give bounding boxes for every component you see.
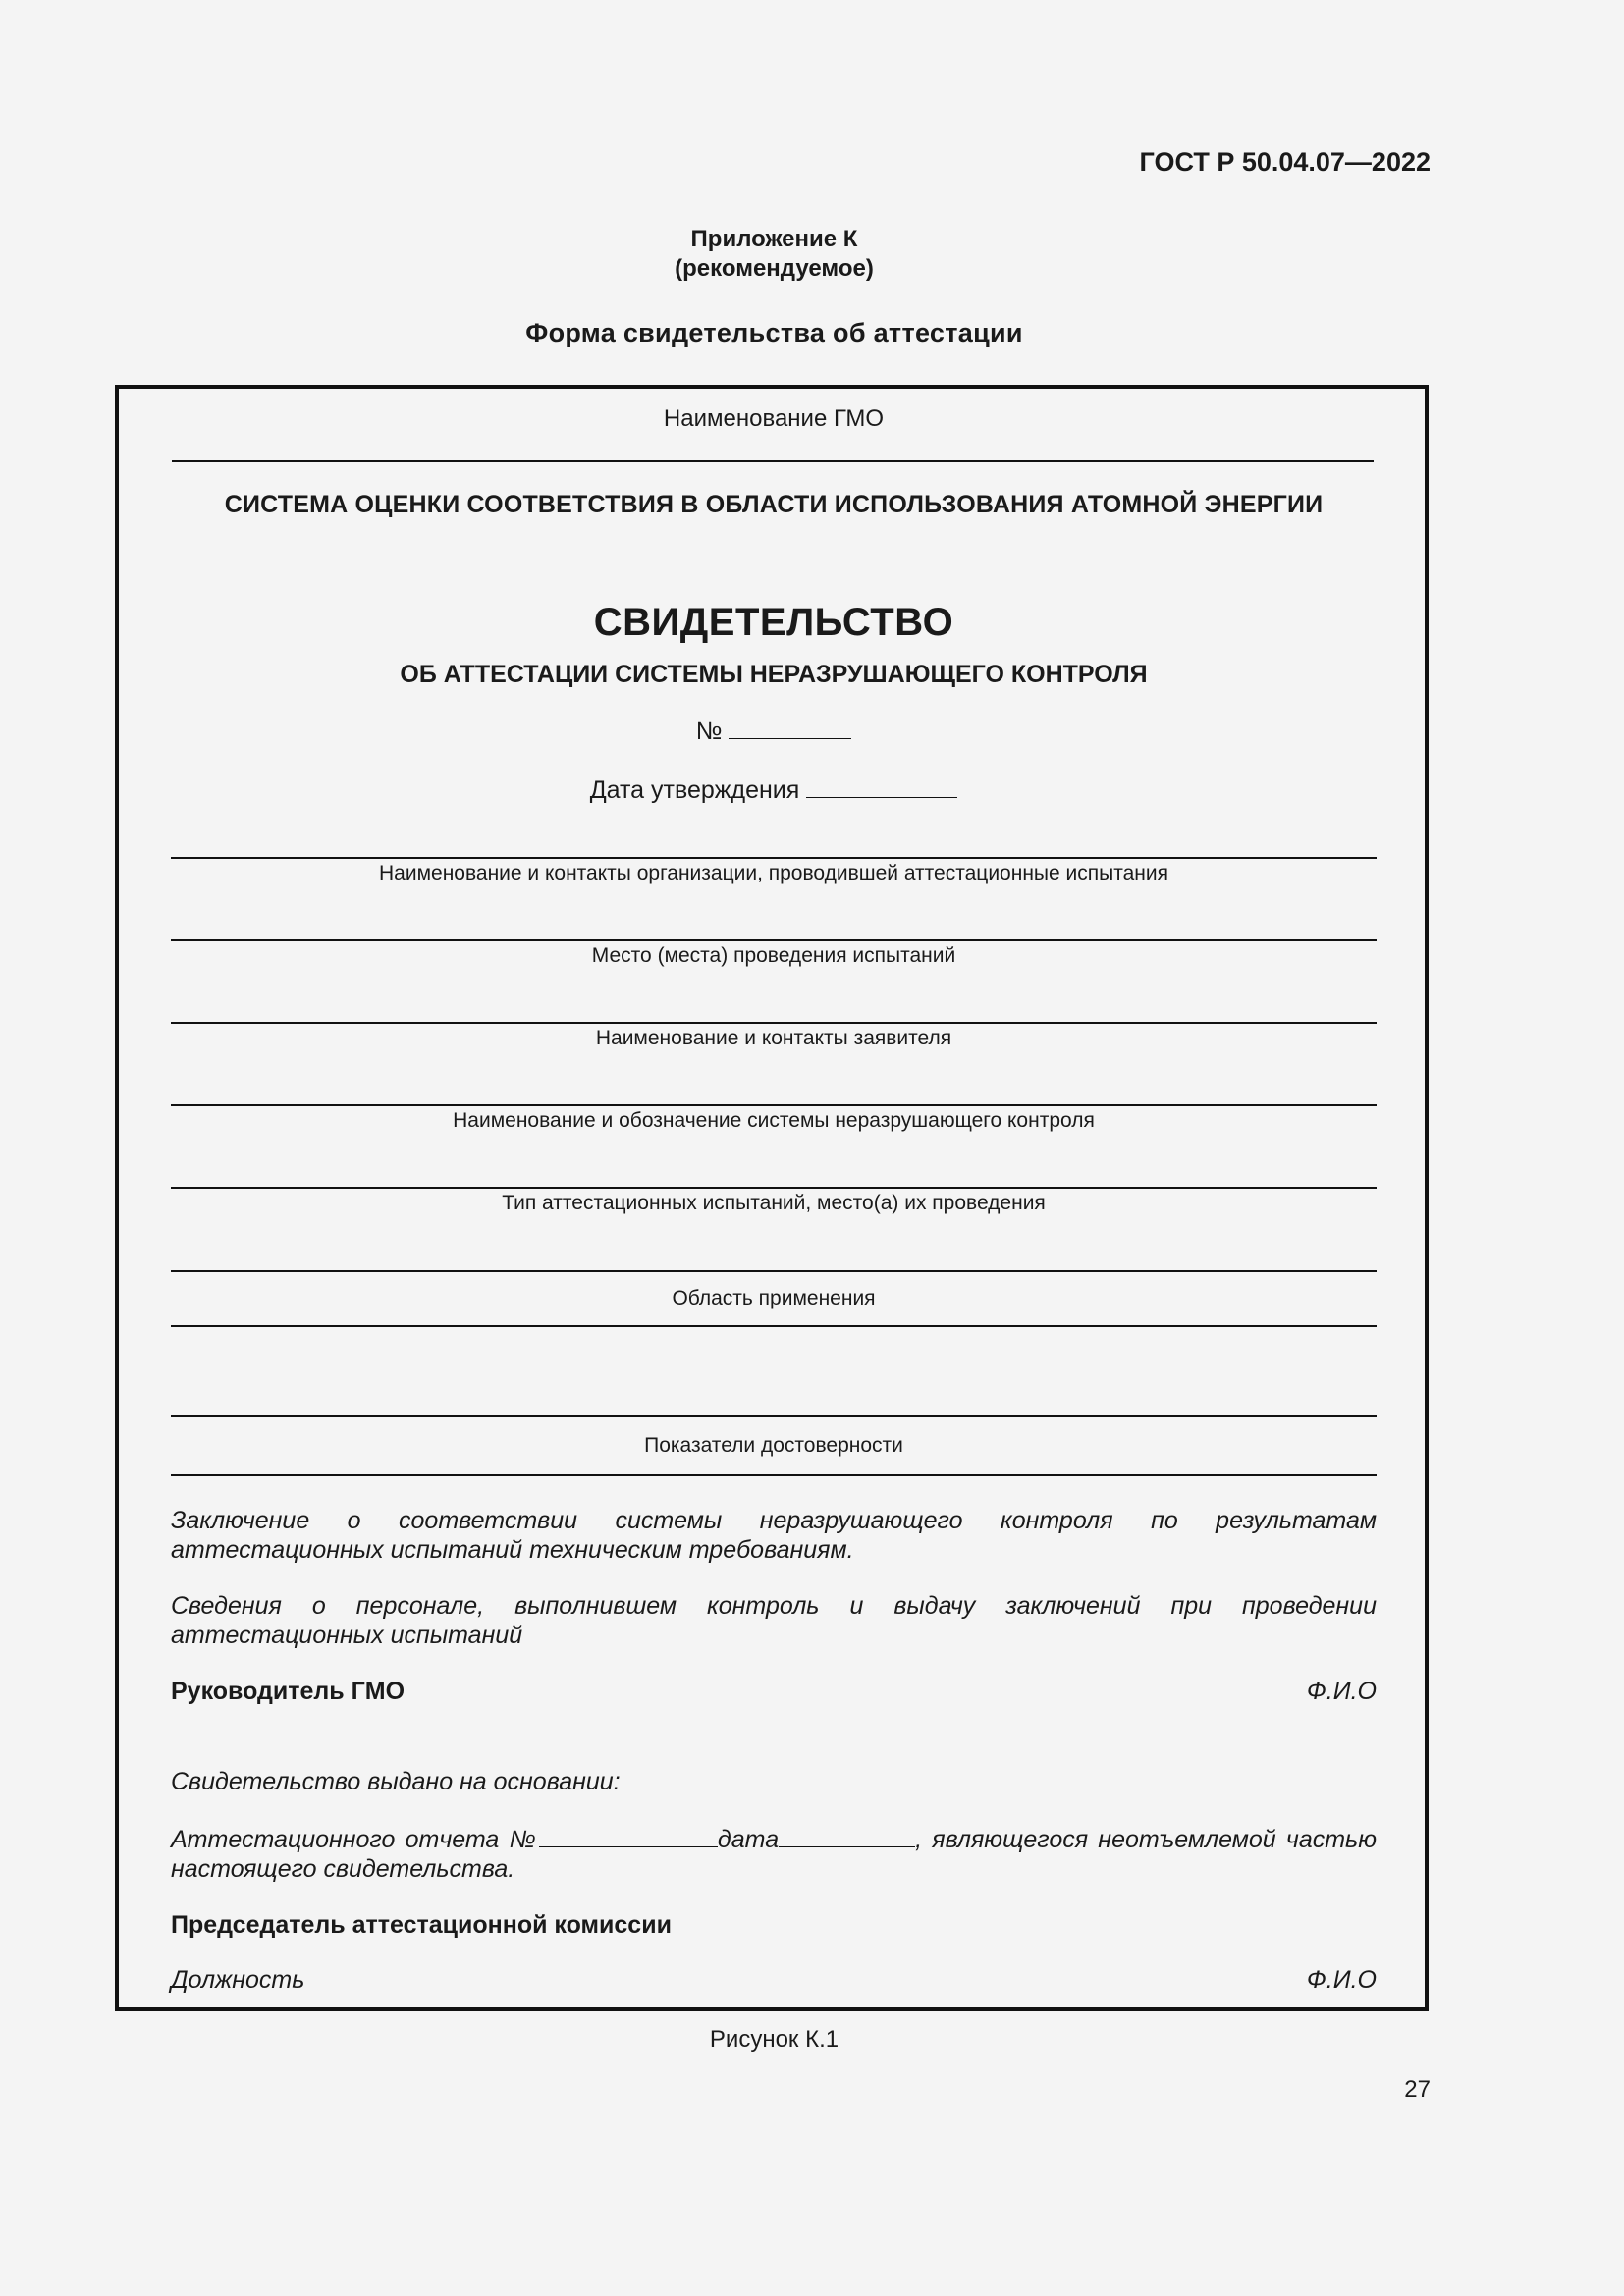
field-caption-reliability: Показатели достоверности bbox=[644, 1434, 903, 1457]
appendix-status: (рекомендуемое) bbox=[675, 255, 874, 282]
issued-basis: Свидетельство выдано на основании: bbox=[171, 1768, 621, 1795]
field-line bbox=[171, 939, 1377, 941]
field-caption-ndt-system: Наименование и обозначение системы неразрушающего контроля bbox=[453, 1109, 1095, 1132]
number-label: № bbox=[695, 718, 723, 745]
chair-label: Председатель аттестационной комиссии bbox=[171, 1911, 672, 1939]
field-caption-test-location: Место (места) проведения испытаний bbox=[591, 944, 956, 967]
field-line bbox=[171, 1270, 1377, 1272]
field-caption-applicant: Наименование и контакты заявителя bbox=[595, 1027, 952, 1049]
gmo-underline bbox=[172, 460, 1374, 462]
report-date-label: дата bbox=[717, 1826, 780, 1853]
certificate-number bbox=[171, 717, 1377, 746]
document-code: ГОСТ Р 50.04.07—2022 bbox=[1139, 147, 1431, 177]
field-caption-test-type: Тип аттестационных испытаний, место(а) их проведения bbox=[502, 1192, 1046, 1214]
field-line bbox=[171, 1474, 1377, 1476]
report-date-blank bbox=[779, 1825, 915, 1847]
head-name: Ф.И.О bbox=[1306, 1678, 1377, 1705]
certificate-subtitle: ОБ АТТЕСТАЦИИ СИСТЕМЫ НЕРАЗРУШАЮЩЕГО КОНТРОЛЯ bbox=[400, 661, 1148, 688]
report-tail: , являющегося неотъемлемой частью настоящего свидетельства. bbox=[171, 1826, 1377, 1883]
number-blank bbox=[729, 717, 851, 739]
field-line bbox=[171, 857, 1377, 859]
system-heading: СИСТЕМА ОЦЕНКИ СООТВЕТСТВИЯ В ОБЛАСТИ ИСПОЛЬЗОВАНИЯ АТОМНОЙ ЭНЕРГИИ bbox=[224, 491, 1324, 518]
field-caption-testing-organization: Наименование и контакты организации, проводившей аттестационные испытания bbox=[379, 862, 1168, 884]
position-label: Должность bbox=[171, 1966, 305, 1994]
report-number-blank bbox=[539, 1825, 718, 1847]
field-line bbox=[171, 1104, 1377, 1106]
field-line bbox=[171, 1415, 1377, 1417]
field-line bbox=[171, 1325, 1377, 1327]
page-number: 27 bbox=[1404, 2076, 1431, 2103]
appendix-title: Приложение К bbox=[690, 226, 858, 252]
figure-caption: Рисунок К.1 bbox=[709, 2026, 839, 2053]
chair-name: Ф.И.О bbox=[1306, 1966, 1377, 1994]
approval-date-blank bbox=[806, 775, 957, 798]
field-line bbox=[171, 1187, 1377, 1189]
approval-date bbox=[171, 775, 1377, 805]
gmo-name: Наименование ГМО bbox=[663, 405, 885, 432]
report-number-label: Аттестационного отчета № bbox=[171, 1826, 539, 1853]
certificate-title: СВИДЕТЕЛЬСТВО bbox=[593, 601, 954, 644]
personnel-text: Сведения о персонале, выполнившем контроль и выдачу заключений при проведении аттестационных испытаний bbox=[171, 1592, 1377, 1649]
approval-date-label: Дата утверждения bbox=[589, 776, 800, 804]
field-line bbox=[171, 1022, 1377, 1024]
head-label: Руководитель ГМО bbox=[171, 1678, 406, 1705]
conclusion-text: Заключение о соответствии системы неразрушающего контроля по результатам аттестационных испытаний техническим требованиям. bbox=[171, 1507, 1377, 1564]
field-caption-scope: Область применения bbox=[672, 1287, 876, 1309]
report-reference bbox=[171, 1825, 1377, 1884]
form-title: Форма свидетельства об аттестации bbox=[525, 318, 1023, 347]
